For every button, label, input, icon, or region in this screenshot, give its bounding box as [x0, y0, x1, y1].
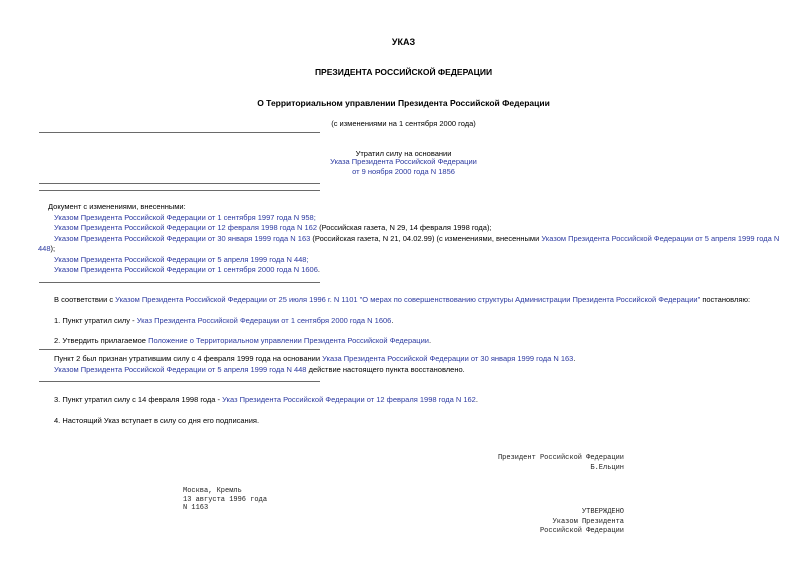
document-title: УКАЗ — [391, 37, 416, 47]
item-3: 3. Пункт утратил силу с 14 февраля 1998 года - Указ Президента Российской Федерации от 12 февраля 1998 года N 162. — [54, 395, 478, 404]
change-link-1[interactable]: Указом Президента Российской Федерации от 1 сентября 1997 года N 958; — [54, 212, 316, 222]
divider — [39, 349, 320, 350]
preamble: В соответствии с Указом Президента Российской Федерации от 25 июля 1996 г. N 1101 "О мерах по совершенствованию структуры Администрации Президента Российской Федерации" постановляю: — [54, 295, 751, 304]
approved-label: УТВЕРЖДЕНО — [581, 508, 624, 516]
decree-number: N 1163 — [183, 504, 209, 513]
divider — [39, 183, 320, 184]
note-link-1[interactable]: Указа Президента Российской Федерации от 30 января 1999 года N 163 — [322, 354, 574, 363]
change-link-5[interactable]: Указом Президента Российской Федерации от 1 сентября 2000 года N 1606 — [54, 265, 318, 274]
amended-note: (с изменениями на 1 сентября 2000 года) — [331, 119, 476, 128]
approved-by: Указом Президента — [552, 517, 624, 526]
changes-intro: Документ с изменениями, внесенными: — [48, 202, 186, 211]
document-heading: О Территориальном управлении Президента Российской Федерации — [257, 98, 550, 108]
change-line-2: Указом Президента Российской Федерации от 12 февраля 1998 года N 162 (Российская газета, N 29, 14 февраля 1998 года); — [54, 223, 492, 232]
item-2-note: Пункт 2 был признан утратившим силу с 4 февраля 1999 года на основании Указа Президента Российской Федерации от 30 января 1999 года N 163. Указом Президента Российской Федерации от 5 апреля 1999 года N 448 действие настоящего пункта восстановлено. — [54, 354, 576, 374]
signature-title: Президент Российской Федерации — [497, 454, 624, 462]
approved-org: Российской Федерации — [539, 527, 624, 535]
item-3-link[interactable]: Указ Президента Российской Федерации от 12 февраля 1998 года N 162 — [222, 395, 476, 404]
change-link-2[interactable]: Указом Президента Российской Федерации от 12 февраля 1998 года N 162 — [54, 223, 317, 232]
place-date-block — [183, 487, 267, 513]
item-2-link[interactable]: Положение о Территориальном управлении Президента Российской Федерации — [148, 336, 429, 345]
change-line-3: Указом Президента Российской Федерации от 30 января 1999 года N 163 (Российская газета, N 21, 04.02.99) (с изменениями, внесенными Указом Президента Российской Федерации от 5 апреля 1999 года N — [54, 233, 780, 243]
preamble-link[interactable]: Указом Президента Российской Федерации от 25 июля 1996 г. N 1101 "О мерах по совершенствованию структуры Администрации Президента Российской Федерации" — [115, 295, 701, 304]
signature-block — [498, 454, 624, 473]
item-4: 4. Настоящий Указ вступает в силу со дня его подписания. — [54, 416, 260, 425]
divider — [39, 190, 320, 191]
expired-text: Утратил силу на основании — [355, 149, 452, 158]
change-line-1 — [40, 213, 780, 224]
divider — [39, 282, 320, 283]
place: Москва, Кремль — [183, 487, 242, 495]
expired-link-date[interactable]: от 9 ноября 2000 года N 1856 — [352, 167, 455, 176]
change-link-3b-cont[interactable]: 448 — [38, 244, 51, 253]
note-link-2[interactable]: Указом Президента Российской Федерации от 5 апреля 1999 года N 448 — [54, 364, 307, 374]
approved-block — [540, 508, 624, 537]
change-line-5: Указом Президента Российской Федерации от 1 сентября 2000 года N 1606. — [54, 265, 320, 274]
divider — [39, 132, 320, 133]
item-1: 1. Пункт утратил силу - Указ Президента Российской Федерации от 1 сентября 2000 года N 1606. — [54, 316, 394, 325]
date: 13 августа 1996 года — [183, 495, 268, 504]
signature-name: Б.Ельцин — [590, 463, 624, 472]
item-1-link[interactable]: Указ Президента Российской Федерации от 1 сентября 2000 года N 1606 — [136, 316, 392, 325]
change-link-3[interactable]: Указом Президента Российской Федерации от 30 января 1999 года N 163 — [54, 233, 311, 243]
change-line-3-cont: 448); — [38, 244, 56, 253]
divider — [39, 381, 320, 382]
change-link-4[interactable]: Указом Президента Российской Федерации от 5 апреля 1999 года N 448; — [54, 254, 309, 264]
item-2: 2. Утвердить прилагаемое Положение о Территориальном управлении Президента Российской Федерации. — [54, 336, 432, 345]
expired-link-decree[interactable]: Указа Президента Российской Федерации — [330, 157, 477, 166]
change-line-4 — [40, 255, 780, 266]
document-subtitle: ПРЕЗИДЕНТА РОССИЙСКОЙ ФЕДЕРАЦИИ — [314, 67, 493, 77]
change-link-3b[interactable]: Указом Президента Российской Федерации от 5 апреля 1999 года N — [541, 233, 780, 243]
changes-block — [40, 202, 780, 276]
